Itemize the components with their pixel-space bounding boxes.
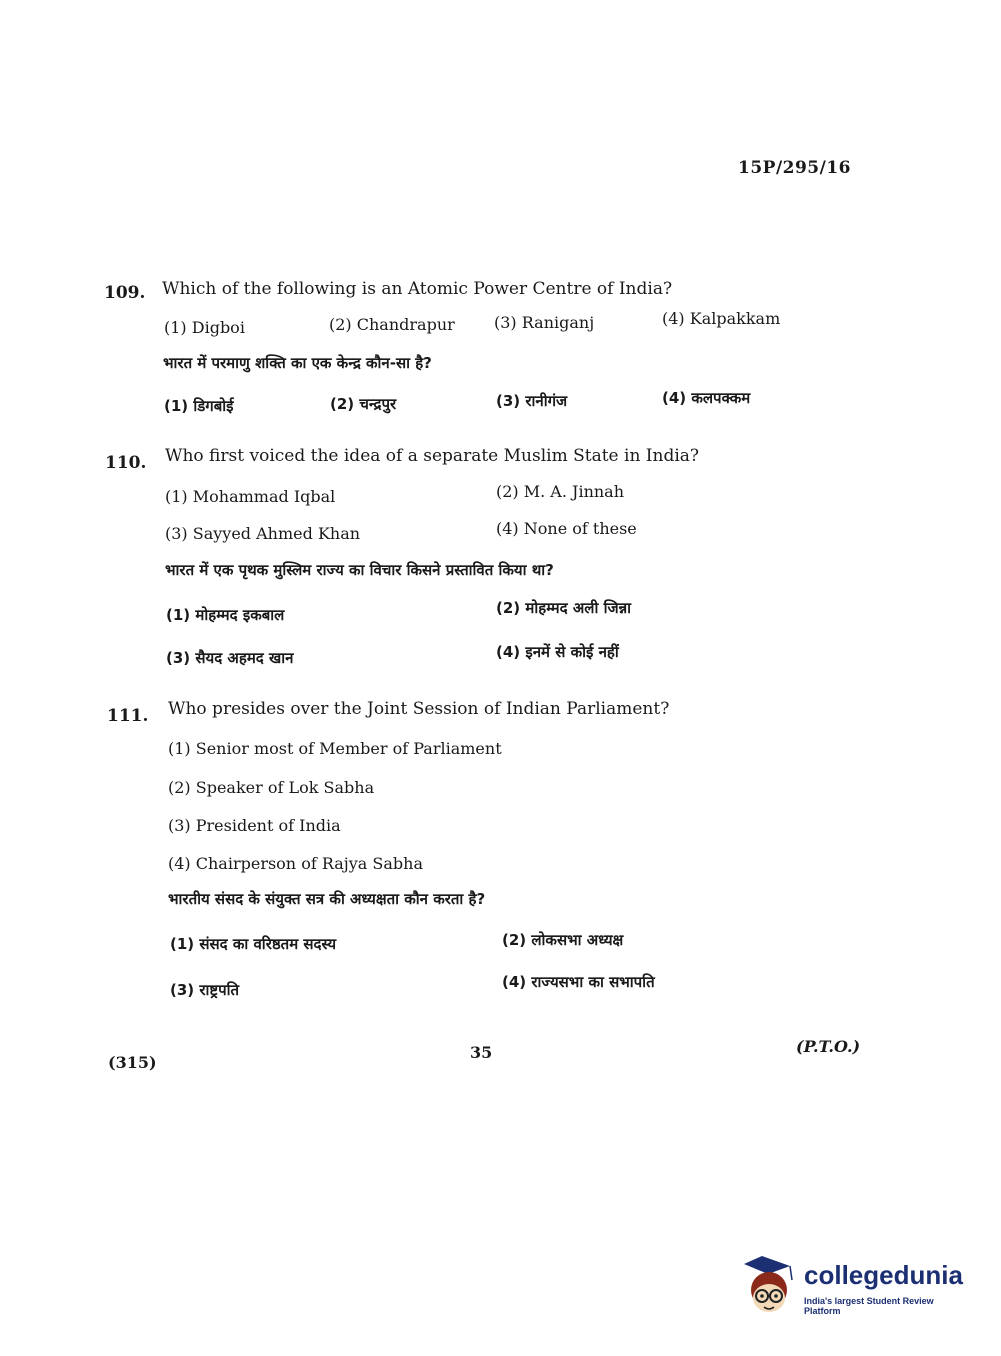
hindi-option-4: (4) कलपक्कम	[662, 389, 751, 407]
hindi-option-1: (1) मोहम्मद इकबाल	[166, 606, 285, 624]
hindi-option-2: (2) मोहम्मद अली जिन्ना	[496, 599, 632, 617]
option-4: (4) None of these	[496, 519, 637, 538]
option-4: (4) Kalpakkam	[662, 309, 781, 328]
question-number: 111.	[107, 706, 149, 726]
hindi-option-2: (2) चन्द्रपुर	[330, 395, 397, 413]
option-1: (1) Digboi	[164, 318, 245, 337]
question-text: Which of the following is an Atomic Power Centre of India?	[162, 279, 673, 299]
hindi-option-2: (2) लोकसभा अध्यक्ष	[502, 931, 624, 949]
hindi-question-text: भारत में परमाणु शक्ति का एक केन्द्र कौन-सा है?	[163, 354, 432, 372]
option-2: (2) M. A. Jinnah	[496, 482, 625, 501]
option-1: (1) Senior most of Member of Parliament	[168, 739, 502, 758]
pto-note: (P.T.O.)	[796, 1037, 861, 1056]
mascot-icon	[742, 1252, 802, 1318]
hindi-option-4: (4) इनमें से कोई नहीं	[496, 643, 619, 661]
question-text: Who presides over the Joint Session of Indian Parliament?	[168, 699, 670, 719]
hindi-option-1: (1) संसद का वरिष्ठतम सदस्य	[170, 935, 337, 953]
hindi-option-4: (4) राज्यसभा का सभापति	[502, 973, 655, 991]
hindi-option-3: (3) सैयद अहमद खान	[166, 649, 294, 667]
collegedunia-logo[interactable]	[742, 1252, 972, 1322]
hindi-option-3: (3) रानीगंज	[496, 392, 568, 410]
hindi-question-text: भारत में एक पृथक मुस्लिम राज्य का विचार किसने प्रस्तावित किया था?	[165, 561, 554, 579]
option-2: (2) Chandrapur	[329, 315, 455, 334]
question-number: 110.	[105, 453, 147, 473]
brand-name: collegedunia	[804, 1260, 963, 1290]
hindi-option-1: (1) डिगबोई	[164, 397, 234, 415]
option-2: (2) Speaker of Lok Sabha	[168, 778, 375, 797]
footer-code: (315)	[108, 1053, 157, 1072]
option-4: (4) Chairperson of Rajya Sabha	[168, 854, 423, 873]
option-3: (3) Raniganj	[494, 313, 595, 332]
paper-code: 15P/295/16	[738, 158, 852, 178]
page-number: 35	[470, 1043, 493, 1062]
option-1: (1) Mohammad Iqbal	[165, 487, 336, 506]
question-text: Who first voiced the idea of a separate Muslim State in India?	[165, 446, 700, 466]
option-3: (3) President of India	[168, 816, 341, 835]
brand-tagline: India's largest Student Review Platform	[804, 1296, 934, 1316]
hindi-option-3: (3) राष्ट्रपति	[170, 981, 240, 999]
option-3: (3) Sayyed Ahmed Khan	[165, 524, 361, 543]
hindi-question-text: भारतीय संसद के संयुक्त सत्र की अध्यक्षता कौन करता है?	[168, 890, 486, 908]
question-number: 109.	[104, 283, 146, 303]
